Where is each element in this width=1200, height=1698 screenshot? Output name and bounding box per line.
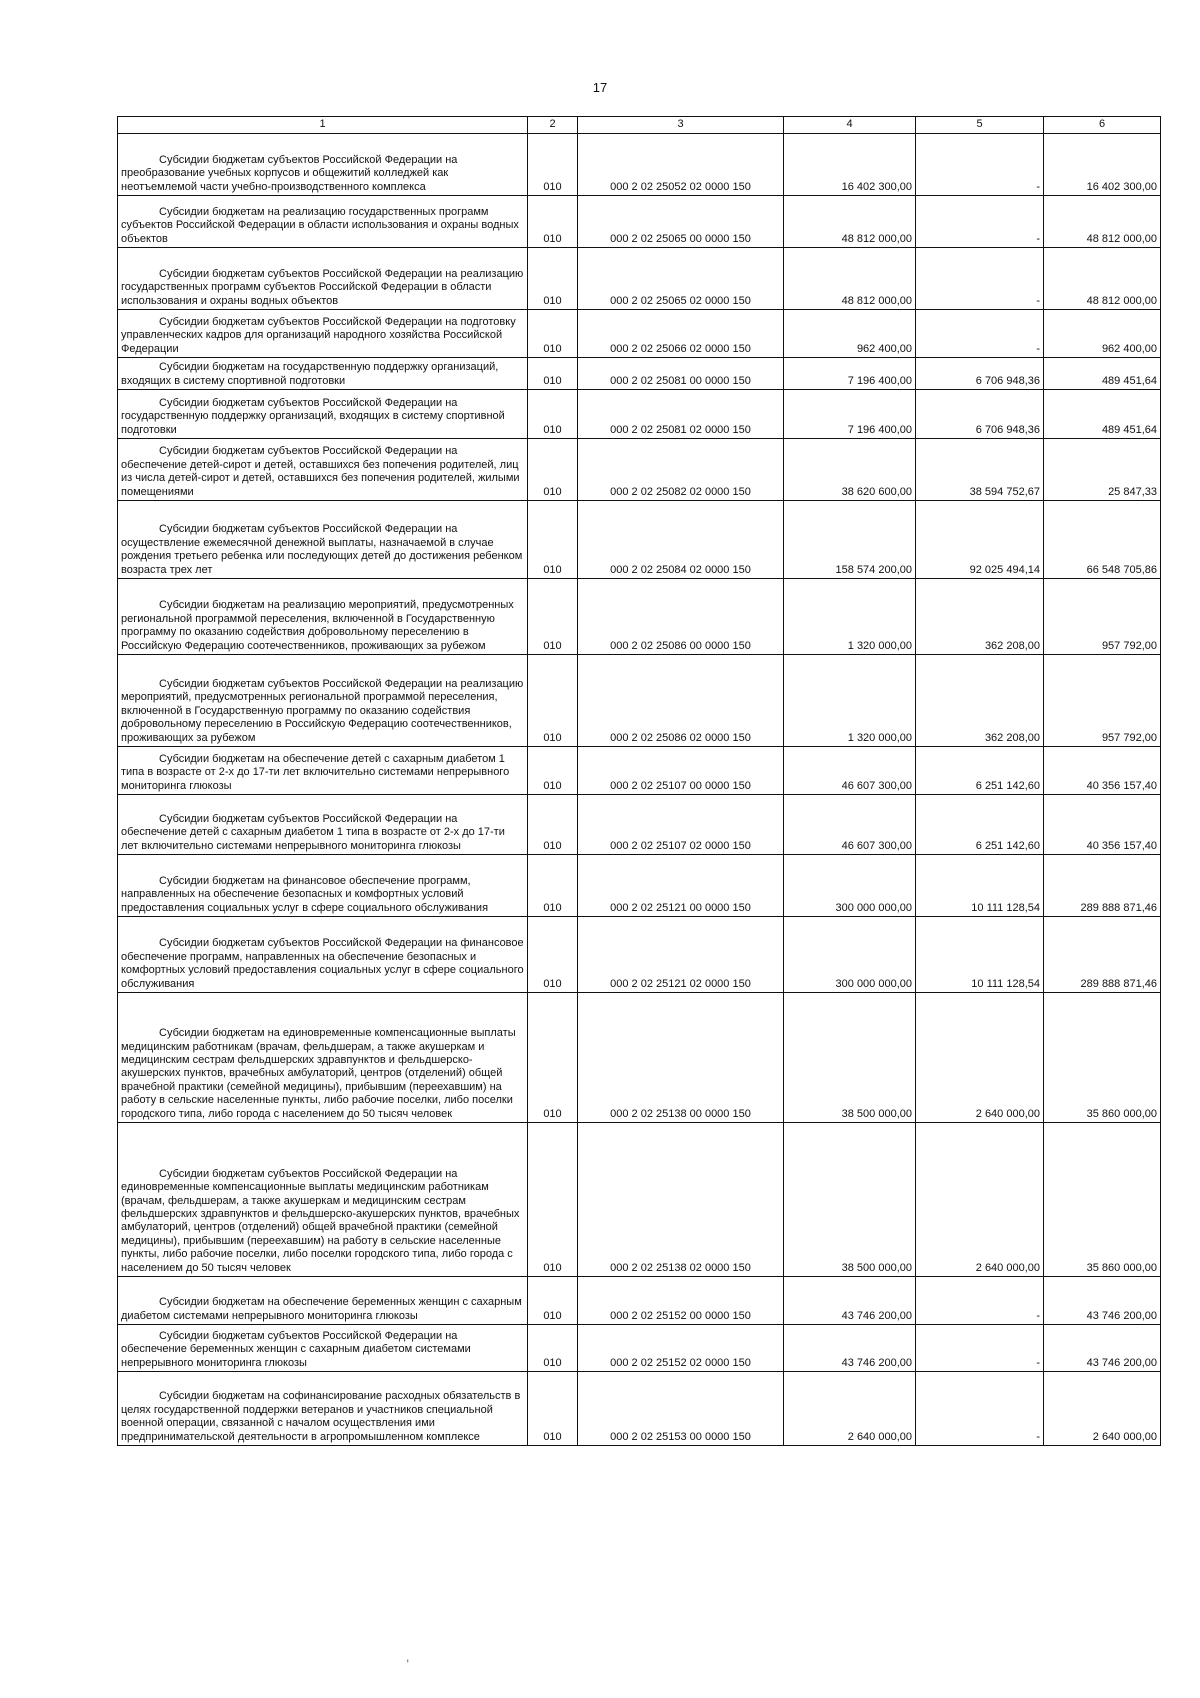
- row-remaining-amount: 43 746 200,00: [1044, 1325, 1161, 1372]
- row-planned-amount: 46 607 300,00: [784, 795, 916, 855]
- row-executed-amount: 362 208,00: [916, 655, 1044, 747]
- row-executed-amount: 2 640 000,00: [916, 993, 1044, 1123]
- row-description: Субсидии бюджетам на реализацию мероприятий, предусмотренных региональной программой переселения, включенной в Государственную программу по оказанию содействия добровольному переселению в Российскую Федерацию соотечественников, проживающих за рубежом: [118, 579, 528, 655]
- row-planned-amount: 48 812 000,00: [784, 196, 916, 248]
- row-planned-amount: 158 574 200,00: [784, 501, 916, 579]
- row-executed-amount: 362 208,00: [916, 579, 1044, 655]
- table-row: [118, 1372, 1161, 1446]
- row-remaining-amount: 35 860 000,00: [1044, 993, 1161, 1123]
- row-planned-amount: 38 500 000,00: [784, 993, 916, 1123]
- row-budget-code: 000 2 02 25086 00 0000 150: [578, 579, 784, 655]
- row-executed-amount: -: [916, 310, 1044, 358]
- row-description: Субсидии бюджетам субъектов Российской Федерации на подготовку управленческих кадров для организаций народного хозяйства Российской Федерации: [118, 310, 528, 358]
- row-remaining-amount: 40 356 157,40: [1044, 795, 1161, 855]
- row-planned-amount: 7 196 400,00: [784, 390, 916, 439]
- row-remaining-amount: 48 812 000,00: [1044, 196, 1161, 248]
- row-executed-amount: 10 111 128,54: [916, 917, 1044, 993]
- row-budget-code: 000 2 02 25082 02 0000 150: [578, 439, 784, 501]
- row-budget-code: 000 2 02 25066 02 0000 150: [578, 310, 784, 358]
- row-planned-amount: 43 746 200,00: [784, 1277, 916, 1325]
- row-remaining-amount: 48 812 000,00: [1044, 248, 1161, 310]
- row-line-code: 010: [528, 1325, 578, 1372]
- row-description: Субсидии бюджетам субъектов Российской Федерации на финансовое обеспечение программ, направленных на обеспечение безопасных и комфортных условий предоставления социальных услуг в сфере социального обслуживания: [118, 917, 528, 993]
- column-header-3: 3: [578, 117, 784, 134]
- row-budget-code: 000 2 02 25081 00 0000 150: [578, 358, 784, 390]
- table-row: [118, 655, 1161, 747]
- row-executed-amount: -: [916, 134, 1044, 196]
- row-executed-amount: 6 251 142,60: [916, 795, 1044, 855]
- row-remaining-amount: 40 356 157,40: [1044, 747, 1161, 795]
- row-description: Субсидии бюджетам на софинансирование расходных обязательств в целях государственной поддержки ветеранов и участников специальной военной операции, связанной с началом осуществления ими предпринимательской деятельности в агропромышленном комплексе: [118, 1372, 528, 1446]
- row-description: Субсидии бюджетам субъектов Российской Федерации на преобразование учебных корпусов и общежитий колледжей как неотъемлемой части учебно-производственного комплекса: [118, 134, 528, 196]
- row-planned-amount: 300 000 000,00: [784, 917, 916, 993]
- column-header-6: 6: [1044, 117, 1161, 134]
- column-header-2: 2: [528, 117, 578, 134]
- row-planned-amount: 43 746 200,00: [784, 1325, 916, 1372]
- scan-mark: ,: [406, 1650, 410, 1664]
- row-remaining-amount: 25 847,33: [1044, 439, 1161, 501]
- table-row: [118, 1277, 1161, 1325]
- row-description: Субсидии бюджетам на государственную поддержку организаций, входящих в систему спортивной подготовки: [118, 358, 528, 390]
- row-remaining-amount: 43 746 200,00: [1044, 1277, 1161, 1325]
- row-line-code: 010: [528, 439, 578, 501]
- row-line-code: 010: [528, 501, 578, 579]
- row-line-code: 010: [528, 855, 578, 917]
- row-description: Субсидии бюджетам субъектов Российской Федерации на реализацию государственных программ субъектов Российской Федерации в области использования и охраны водных объектов: [118, 248, 528, 310]
- column-header-4: 4: [784, 117, 916, 134]
- budget-table: [117, 116, 1161, 1446]
- table-header-row: [118, 117, 1161, 134]
- row-description: Субсидии бюджетам субъектов Российской Федерации на осуществление ежемесячной денежной выплаты, назначаемой в случае рождения третьего ребенка или последующих детей до достижения ребенком возраста трех лет: [118, 501, 528, 579]
- row-planned-amount: 38 500 000,00: [784, 1123, 916, 1277]
- row-line-code: 010: [528, 747, 578, 795]
- row-line-code: 010: [528, 196, 578, 248]
- row-line-code: 010: [528, 795, 578, 855]
- table-row: [118, 310, 1161, 358]
- row-executed-amount: 92 025 494,14: [916, 501, 1044, 579]
- row-executed-amount: 10 111 128,54: [916, 855, 1044, 917]
- row-remaining-amount: 16 402 300,00: [1044, 134, 1161, 196]
- row-line-code: 010: [528, 1123, 578, 1277]
- row-line-code: 010: [528, 390, 578, 439]
- row-planned-amount: 48 812 000,00: [784, 248, 916, 310]
- row-line-code: 010: [528, 579, 578, 655]
- row-planned-amount: 1 320 000,00: [784, 579, 916, 655]
- row-remaining-amount: 962 400,00: [1044, 310, 1161, 358]
- row-budget-code: 000 2 02 25107 02 0000 150: [578, 795, 784, 855]
- row-line-code: 010: [528, 1372, 578, 1446]
- table-row: [118, 1325, 1161, 1372]
- row-executed-amount: -: [916, 1325, 1044, 1372]
- row-description: Субсидии бюджетам субъектов Российской Федерации на обеспечение детей с сахарным диабетом 1 типа в возрасте от 2-х до 17-ти лет включительно системами непрерывного мониторинга глюкозы: [118, 795, 528, 855]
- row-remaining-amount: 66 548 705,86: [1044, 501, 1161, 579]
- row-remaining-amount: 289 888 871,46: [1044, 855, 1161, 917]
- row-planned-amount: 7 196 400,00: [784, 358, 916, 390]
- column-header-1: 1: [118, 117, 528, 134]
- row-planned-amount: 962 400,00: [784, 310, 916, 358]
- table-row: [118, 248, 1161, 310]
- row-line-code: 010: [528, 134, 578, 196]
- row-description: Субсидии бюджетам субъектов Российской Федерации на единовременные компенсационные выплаты медицинским работникам (врачам, фельдшерам, а также акушеркам и медицинским сестрам фельдшерских здравпунктов и фельдшерско-акушерских пунктов, врачебных амбулаторий, центров (отделений) общей врачебной практики (семейной медицины), прибывшим (переехавшим) на работу в сельские населенные пункты, либо рабочие поселки, либо поселки городского типа, либо города с населением до 50 тысяч человек: [118, 1123, 528, 1277]
- table-row: [118, 855, 1161, 917]
- table-row: [118, 390, 1161, 439]
- row-budget-code: 000 2 02 25065 02 0000 150: [578, 248, 784, 310]
- row-remaining-amount: 2 640 000,00: [1044, 1372, 1161, 1446]
- row-budget-code: 000 2 02 25086 02 0000 150: [578, 655, 784, 747]
- row-line-code: 010: [528, 917, 578, 993]
- row-planned-amount: 1 320 000,00: [784, 655, 916, 747]
- row-line-code: 010: [528, 655, 578, 747]
- row-description: Субсидии бюджетам на обеспечение детей с сахарным диабетом 1 типа в возрасте от 2-х до 17-ти лет включительно системами непрерывного мониторинга глюкозы: [118, 747, 528, 795]
- row-line-code: 010: [528, 993, 578, 1123]
- row-planned-amount: 16 402 300,00: [784, 134, 916, 196]
- row-executed-amount: 6 706 948,36: [916, 358, 1044, 390]
- row-budget-code: 000 2 02 25121 02 0000 150: [578, 917, 784, 993]
- row-budget-code: 000 2 02 25052 02 0000 150: [578, 134, 784, 196]
- row-budget-code: 000 2 02 25153 00 0000 150: [578, 1372, 784, 1446]
- row-line-code: 010: [528, 248, 578, 310]
- row-description: Субсидии бюджетам на обеспечение беременных женщин с сахарным диабетом системами непрерывного мониторинга глюкозы: [118, 1277, 528, 1325]
- row-budget-code: 000 2 02 25152 00 0000 150: [578, 1277, 784, 1325]
- table-row: [118, 993, 1161, 1123]
- row-executed-amount: -: [916, 196, 1044, 248]
- row-description: Субсидии бюджетам субъектов Российской Федерации на государственную поддержку организаций, входящих в систему спортивной подготовки: [118, 390, 528, 439]
- table-row: [118, 747, 1161, 795]
- row-description: Субсидии бюджетам субъектов Российской Федерации на обеспечение беременных женщин с сахарным диабетом системами непрерывного мониторинга глюкозы: [118, 1325, 528, 1372]
- row-executed-amount: 38 594 752,67: [916, 439, 1044, 501]
- row-description: Субсидии бюджетам субъектов Российской Федерации на обеспечение детей-сирот и детей, оставшихся без попечения родителей, лиц из числа детей-сирот и детей, оставшихся без попечения родителей, жилыми помещениями: [118, 439, 528, 501]
- table-row: [118, 439, 1161, 501]
- row-budget-code: 000 2 02 25121 00 0000 150: [578, 855, 784, 917]
- row-description: Субсидии бюджетам на финансовое обеспечение программ, направленных на обеспечение безопасных и комфортных условий предоставления социальных услуг в сфере социального обслуживания: [118, 855, 528, 917]
- row-remaining-amount: 489 451,64: [1044, 390, 1161, 439]
- row-line-code: 010: [528, 1277, 578, 1325]
- row-budget-code: 000 2 02 25152 02 0000 150: [578, 1325, 784, 1372]
- row-planned-amount: 300 000 000,00: [784, 855, 916, 917]
- table-row: [118, 1123, 1161, 1277]
- row-executed-amount: 6 251 142,60: [916, 747, 1044, 795]
- row-planned-amount: 46 607 300,00: [784, 747, 916, 795]
- page-number: 17: [592, 80, 608, 95]
- table-row: [118, 134, 1161, 196]
- table-row: [118, 501, 1161, 579]
- table-body: [118, 134, 1161, 1446]
- row-remaining-amount: 957 792,00: [1044, 579, 1161, 655]
- row-remaining-amount: 957 792,00: [1044, 655, 1161, 747]
- column-header-5: 5: [916, 117, 1044, 134]
- row-remaining-amount: 489 451,64: [1044, 358, 1161, 390]
- row-remaining-amount: 289 888 871,46: [1044, 917, 1161, 993]
- table-row: [118, 579, 1161, 655]
- row-executed-amount: 2 640 000,00: [916, 1123, 1044, 1277]
- row-executed-amount: -: [916, 1372, 1044, 1446]
- row-executed-amount: -: [916, 1277, 1044, 1325]
- row-executed-amount: -: [916, 248, 1044, 310]
- table-row: [118, 795, 1161, 855]
- row-description: Субсидии бюджетам на единовременные компенсационные выплаты медицинским работникам (врачам, фельдшерам, а также акушеркам и медицинским сестрам фельдшерских здравпунктов и фельдшерско-акушерских пунктов, врачебных амбулаторий, центров (отделений) общей врачебной практики (семейной медицины), прибывшим (переехавшим) на работу в сельские населенные пункты, либо рабочие поселки, либо поселки городского типа, либо города с населением до 50 тысяч человек: [118, 993, 528, 1123]
- table-row: [118, 917, 1161, 993]
- row-planned-amount: 38 620 600,00: [784, 439, 916, 501]
- row-line-code: 010: [528, 358, 578, 390]
- row-remaining-amount: 35 860 000,00: [1044, 1123, 1161, 1277]
- row-description: Субсидии бюджетам на реализацию государственных программ субъектов Российской Федерации в области использования и охраны водных объектов: [118, 196, 528, 248]
- table-row: [118, 196, 1161, 248]
- row-planned-amount: 2 640 000,00: [784, 1372, 916, 1446]
- row-budget-code: 000 2 02 25084 02 0000 150: [578, 501, 784, 579]
- row-description: Субсидии бюджетам субъектов Российской Федерации на реализацию мероприятий, предусмотренных региональной программой переселения, включенной в Государственную программу по оказанию содействия добровольному переселению в Российскую Федерацию соотечественников, проживающих за рубежом: [118, 655, 528, 747]
- row-line-code: 010: [528, 310, 578, 358]
- row-budget-code: 000 2 02 25081 02 0000 150: [578, 390, 784, 439]
- row-budget-code: 000 2 02 25138 00 0000 150: [578, 993, 784, 1123]
- row-budget-code: 000 2 02 25138 02 0000 150: [578, 1123, 784, 1277]
- row-budget-code: 000 2 02 25107 00 0000 150: [578, 747, 784, 795]
- row-budget-code: 000 2 02 25065 00 0000 150: [578, 196, 784, 248]
- row-executed-amount: 6 706 948,36: [916, 390, 1044, 439]
- table-row: [118, 358, 1161, 390]
